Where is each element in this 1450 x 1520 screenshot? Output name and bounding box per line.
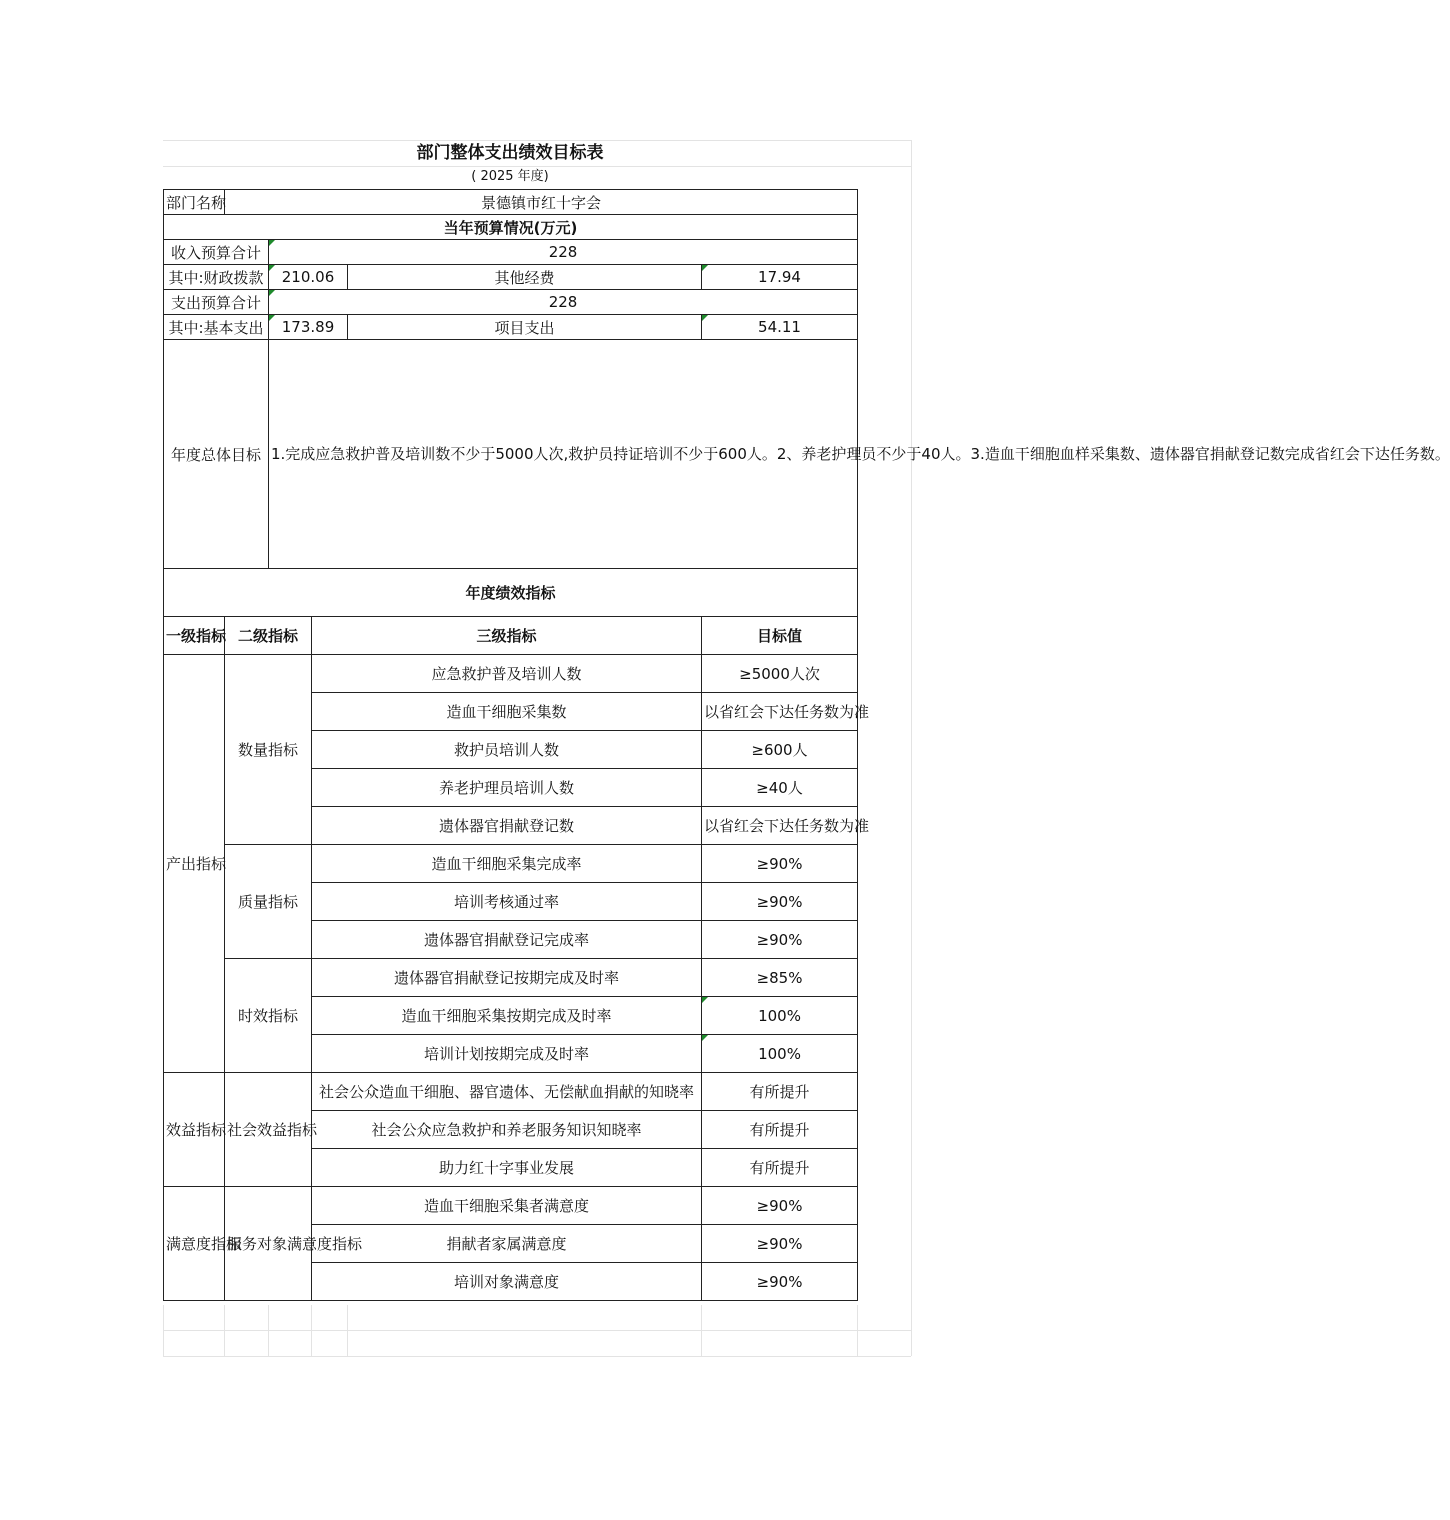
- level3-cell: 捐献者家属满意度: [312, 1225, 702, 1263]
- project-value: 54.11: [702, 315, 858, 340]
- annual-goal-label: 年度总体目标: [164, 340, 269, 569]
- target-cell: 有所提升: [702, 1111, 858, 1149]
- income-detail-row: [164, 265, 858, 290]
- expense-detail-row: [164, 315, 858, 340]
- target-cell: ≥5000人次: [702, 655, 858, 693]
- annual-goal-text: 1.完成应急救护普及培训数不少于5000人次,救护员持证培训不少于600人。2、养老护理员不少于40人。3.造血干细胞血样采集数、遗体器官捐献登记数完成省红会下达任务数。: [269, 340, 858, 569]
- fiscal-value: 210.06: [269, 265, 348, 290]
- level3-cell: 培训计划按期完成及时率: [312, 1035, 702, 1073]
- budget-header-row: [164, 215, 858, 240]
- basic-value: 173.89: [269, 315, 348, 340]
- col-level1: 一级指标: [164, 617, 225, 655]
- target-cell: ≥90%: [702, 921, 858, 959]
- annual-goal-row: [164, 340, 858, 569]
- expense-total-label: 支出预算合计: [164, 290, 269, 315]
- level3-cell: 助力红十字事业发展: [312, 1149, 702, 1187]
- indicator-row: [164, 1187, 858, 1225]
- col-level3: 三级指标: [312, 617, 702, 655]
- indicator-row: [164, 655, 858, 693]
- level3-cell: 社会公众应急救护和养老服务知识知晓率: [312, 1111, 702, 1149]
- basic-label: 其中:基本支出: [164, 315, 269, 340]
- other-value: 17.94: [702, 265, 858, 290]
- indicator-row: [164, 959, 858, 997]
- gridline: [163, 1305, 164, 1356]
- gridline: [163, 1356, 911, 1357]
- target-cell: ≥90%: [702, 883, 858, 921]
- indicator-row: [164, 845, 858, 883]
- level3-cell: 造血干细胞采集完成率: [312, 845, 702, 883]
- gridline: [163, 1330, 911, 1331]
- performance-table: [163, 189, 1450, 1301]
- target-cell: ≥90%: [702, 1225, 858, 1263]
- year-line: ( 2025 年度): [471, 169, 549, 184]
- level1-cell: 满意度指标: [164, 1187, 225, 1301]
- level3-cell: 救护员培训人数: [312, 731, 702, 769]
- level3-cell: 造血干细胞采集数: [312, 693, 702, 731]
- indicators-header-row: [164, 569, 858, 617]
- columns-header-row: [164, 617, 858, 655]
- project-label: 项目支出: [348, 315, 702, 340]
- level3-cell: 培训对象满意度: [312, 1263, 702, 1301]
- level1-cell: 效益指标: [164, 1073, 225, 1187]
- dept-label: 部门名称: [164, 190, 225, 215]
- level2-cell: 数量指标: [225, 655, 312, 845]
- target-cell: ≥90%: [702, 845, 858, 883]
- col-target: 目标值: [702, 617, 858, 655]
- level3-cell: 应急救护普及培训人数: [312, 655, 702, 693]
- target-cell: 有所提升: [702, 1073, 858, 1111]
- level3-cell: 造血干细胞采集按期完成及时率: [312, 997, 702, 1035]
- gridline: [311, 1305, 312, 1356]
- other-label: 其他经费: [348, 265, 702, 290]
- page-title: 部门整体支出绩效目标表: [416, 143, 604, 163]
- level3-cell: 遗体器官捐献登记数: [312, 807, 702, 845]
- dept-row: [164, 190, 858, 215]
- level2-cell: 时效指标: [225, 959, 312, 1073]
- gridline: [347, 1305, 348, 1356]
- budget-header: 当年预算情况(万元): [164, 215, 858, 240]
- target-cell: 有所提升: [702, 1149, 858, 1187]
- gridline: [224, 1305, 225, 1356]
- level3-cell: 遗体器官捐献登记完成率: [312, 921, 702, 959]
- target-cell: ≥85%: [702, 959, 858, 997]
- gridline: [911, 140, 912, 1356]
- gridline: [268, 1305, 269, 1356]
- level3-cell: 遗体器官捐献登记按期完成及时率: [312, 959, 702, 997]
- level2-cell: 社会效益指标: [225, 1073, 312, 1187]
- fiscal-label: 其中:财政拨款: [164, 265, 269, 290]
- dept-name: 景德镇市红十字会: [225, 190, 858, 215]
- expense-total-row: [164, 290, 858, 315]
- level3-cell: 养老护理员培训人数: [312, 769, 702, 807]
- target-cell: 100%: [702, 1035, 858, 1073]
- income-total-value: 228: [269, 240, 858, 265]
- target-cell: ≥90%: [702, 1187, 858, 1225]
- target-cell: ≥600人: [702, 731, 858, 769]
- target-cell: ≥90%: [702, 1263, 858, 1301]
- expense-total-value: 228: [269, 290, 858, 315]
- target-cell: 以省红会下达任务数为准: [702, 807, 858, 845]
- level2-cell: 质量指标: [225, 845, 312, 959]
- gridline: [857, 1305, 858, 1356]
- target-cell: 以省红会下达任务数为准: [702, 693, 858, 731]
- level1-cell: 产出指标: [164, 655, 225, 1073]
- income-total-label: 收入预算合计: [164, 240, 269, 265]
- income-total-row: [164, 240, 858, 265]
- target-cell: 100%: [702, 997, 858, 1035]
- col-level2: 二级指标: [225, 617, 312, 655]
- level3-cell: 造血干细胞采集者满意度: [312, 1187, 702, 1225]
- level2-cell: 服务对象满意度指标: [225, 1187, 312, 1301]
- target-cell: ≥40人: [702, 769, 858, 807]
- level3-cell: 培训考核通过率: [312, 883, 702, 921]
- indicators-header: 年度绩效指标: [164, 569, 858, 617]
- indicator-row: [164, 1073, 858, 1111]
- level3-cell: 社会公众造血干细胞、器官遗体、无偿献血捐献的知晓率: [312, 1073, 702, 1111]
- gridline: [701, 1305, 702, 1356]
